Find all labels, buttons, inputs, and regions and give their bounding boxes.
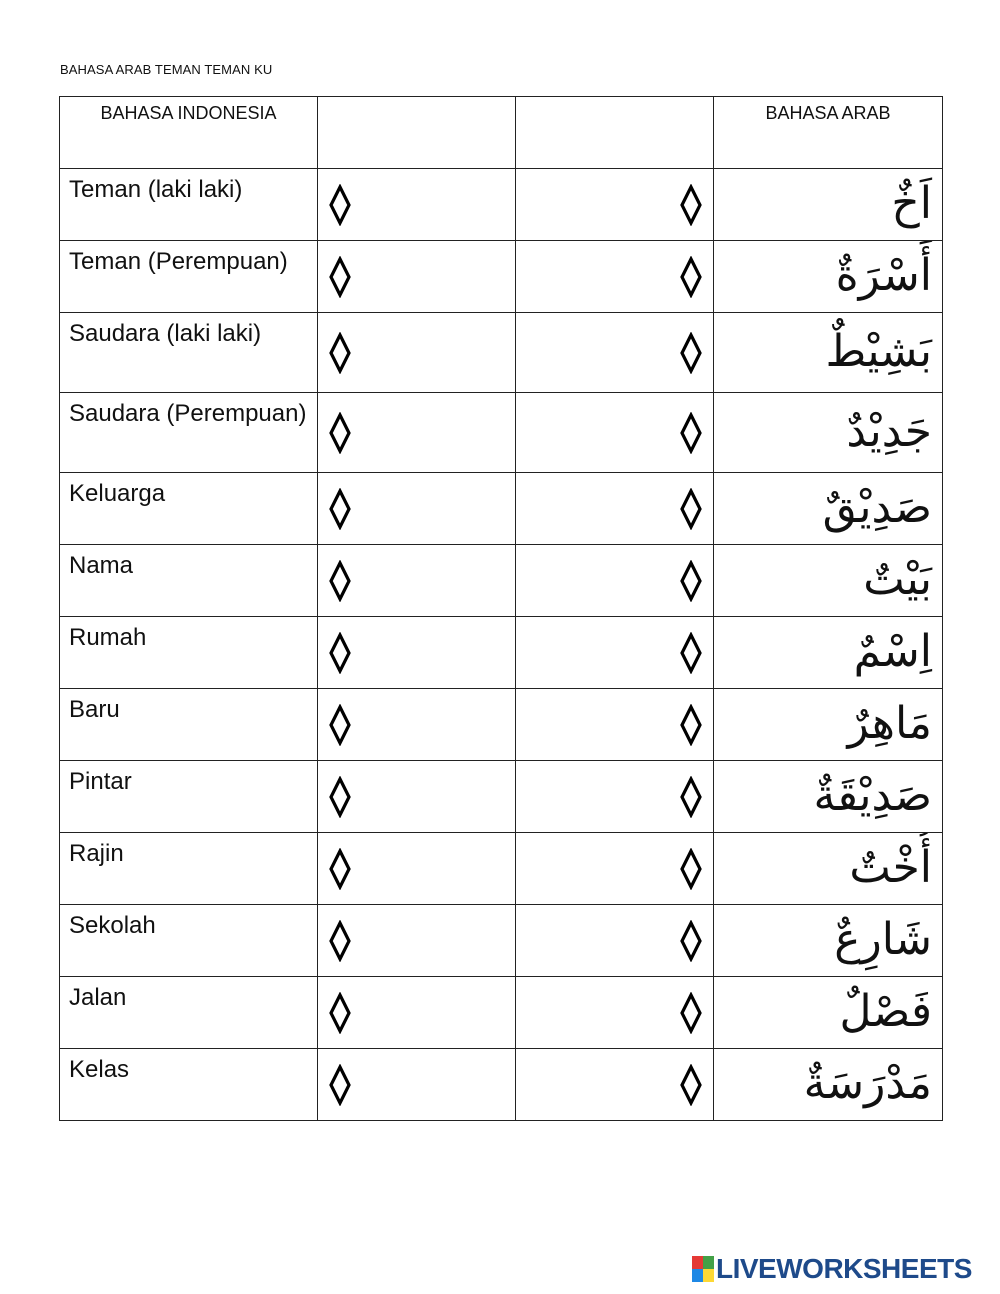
match-slot-right[interactable] (516, 169, 714, 241)
diamond-outline-icon[interactable] (679, 848, 703, 890)
diamond-outline-icon[interactable] (328, 332, 352, 374)
indonesian-word: Sekolah (60, 905, 318, 977)
diamond-outline-icon[interactable] (679, 412, 703, 454)
arabic-word: فَصْلٌ (714, 977, 943, 1049)
diamond-outline-icon[interactable] (328, 1064, 352, 1106)
diamond-outline-icon[interactable] (679, 992, 703, 1034)
diamond-outline-icon[interactable] (679, 256, 703, 298)
arabic-word: جَدِيْدٌ (714, 393, 943, 473)
diamond-outline-icon[interactable] (328, 992, 352, 1034)
indonesian-word: Teman (Perempuan) (60, 241, 318, 313)
table-row (60, 393, 943, 473)
arabic-word: أُخْتٌ (714, 833, 943, 905)
diamond-outline-icon[interactable] (328, 256, 352, 298)
indonesian-word: Baru (60, 689, 318, 761)
diamond-outline-icon[interactable] (328, 412, 352, 454)
match-slot-right[interactable] (516, 1049, 714, 1121)
indonesian-word: Rumah (60, 617, 318, 689)
match-slot-left[interactable] (318, 833, 516, 905)
match-slot-left[interactable] (318, 905, 516, 977)
diamond-outline-icon[interactable] (679, 184, 703, 226)
match-slot-left[interactable] (318, 473, 516, 545)
match-slot-right[interactable] (516, 833, 714, 905)
indonesian-word: Saudara (laki laki) (60, 313, 318, 393)
match-slot-left[interactable] (318, 545, 516, 617)
diamond-outline-icon[interactable] (328, 560, 352, 602)
header-empty-left (318, 97, 516, 169)
table-row (60, 473, 943, 545)
diamond-outline-icon[interactable] (328, 632, 352, 674)
match-slot-right[interactable] (516, 905, 714, 977)
table-row (60, 977, 943, 1049)
diamond-outline-icon[interactable] (328, 920, 352, 962)
arabic-word: مَدْرَسَةٌ (714, 1049, 943, 1121)
table-row (60, 617, 943, 689)
match-slot-left[interactable] (318, 241, 516, 313)
arabic-word: اَخٌ (714, 169, 943, 241)
match-slot-left[interactable] (318, 977, 516, 1049)
arabic-word: أَسْرَةٌ (714, 241, 943, 313)
table-row (60, 241, 943, 313)
diamond-outline-icon[interactable] (328, 184, 352, 226)
diamond-outline-icon[interactable] (328, 776, 352, 818)
arabic-word: شَارِعٌ (714, 905, 943, 977)
match-slot-right[interactable] (516, 689, 714, 761)
match-slot-left[interactable] (318, 313, 516, 393)
arabic-word: بَشِيْطٌ (714, 313, 943, 393)
logo-icon (692, 1256, 714, 1282)
indonesian-word: Jalan (60, 977, 318, 1049)
diamond-outline-icon[interactable] (679, 560, 703, 602)
match-slot-right[interactable] (516, 761, 714, 833)
diamond-outline-icon[interactable] (328, 704, 352, 746)
table-row (60, 689, 943, 761)
matching-table (59, 96, 943, 1121)
diamond-outline-icon[interactable] (328, 848, 352, 890)
diamond-outline-icon[interactable] (679, 920, 703, 962)
table-row (60, 1049, 943, 1121)
header-indonesia: BAHASA INDONESIA (60, 97, 318, 169)
liveworksheets-logo (692, 1253, 972, 1285)
match-slot-left[interactable] (318, 1049, 516, 1121)
match-slot-left[interactable] (318, 617, 516, 689)
match-slot-right[interactable] (516, 545, 714, 617)
match-slot-right[interactable] (516, 617, 714, 689)
table-row (60, 905, 943, 977)
match-slot-right[interactable] (516, 977, 714, 1049)
diamond-outline-icon[interactable] (679, 704, 703, 746)
match-slot-right[interactable] (516, 313, 714, 393)
table-row (60, 313, 943, 393)
brand-name: LIVEWORKSHEETS (716, 1253, 972, 1284)
indonesian-word: Kelas (60, 1049, 318, 1121)
header-row (60, 97, 943, 169)
table-row (60, 761, 943, 833)
arabic-word: بَيْتٌ (714, 545, 943, 617)
match-slot-right[interactable] (516, 393, 714, 473)
header-arab: BAHASA ARAB (714, 97, 943, 169)
match-slot-right[interactable] (516, 241, 714, 313)
indonesian-word: Pintar (60, 761, 318, 833)
arabic-word: اِسْمٌ (714, 617, 943, 689)
indonesian-word: Nama (60, 545, 318, 617)
table-row (60, 545, 943, 617)
diamond-outline-icon[interactable] (679, 776, 703, 818)
indonesian-word: Teman (laki laki) (60, 169, 318, 241)
diamond-outline-icon[interactable] (328, 488, 352, 530)
diamond-outline-icon[interactable] (679, 1064, 703, 1106)
table-body (60, 169, 943, 1121)
match-slot-right[interactable] (516, 473, 714, 545)
match-slot-left[interactable] (318, 169, 516, 241)
diamond-outline-icon[interactable] (679, 488, 703, 530)
table-row (60, 169, 943, 241)
indonesian-word: Keluarga (60, 473, 318, 545)
indonesian-word: Saudara (Perempuan) (60, 393, 318, 473)
table-row (60, 833, 943, 905)
match-slot-left[interactable] (318, 393, 516, 473)
diamond-outline-icon[interactable] (679, 632, 703, 674)
match-slot-left[interactable] (318, 689, 516, 761)
diamond-outline-icon[interactable] (679, 332, 703, 374)
header-empty-right (516, 97, 714, 169)
worksheet-title: BAHASA ARAB TEMAN TEMAN KU (60, 62, 273, 77)
arabic-word: صَدِيْقٌ (714, 473, 943, 545)
match-slot-left[interactable] (318, 761, 516, 833)
indonesian-word: Rajin (60, 833, 318, 905)
arabic-word: مَاهِرٌ (714, 689, 943, 761)
arabic-word: صَدِيْقَةٌ (714, 761, 943, 833)
